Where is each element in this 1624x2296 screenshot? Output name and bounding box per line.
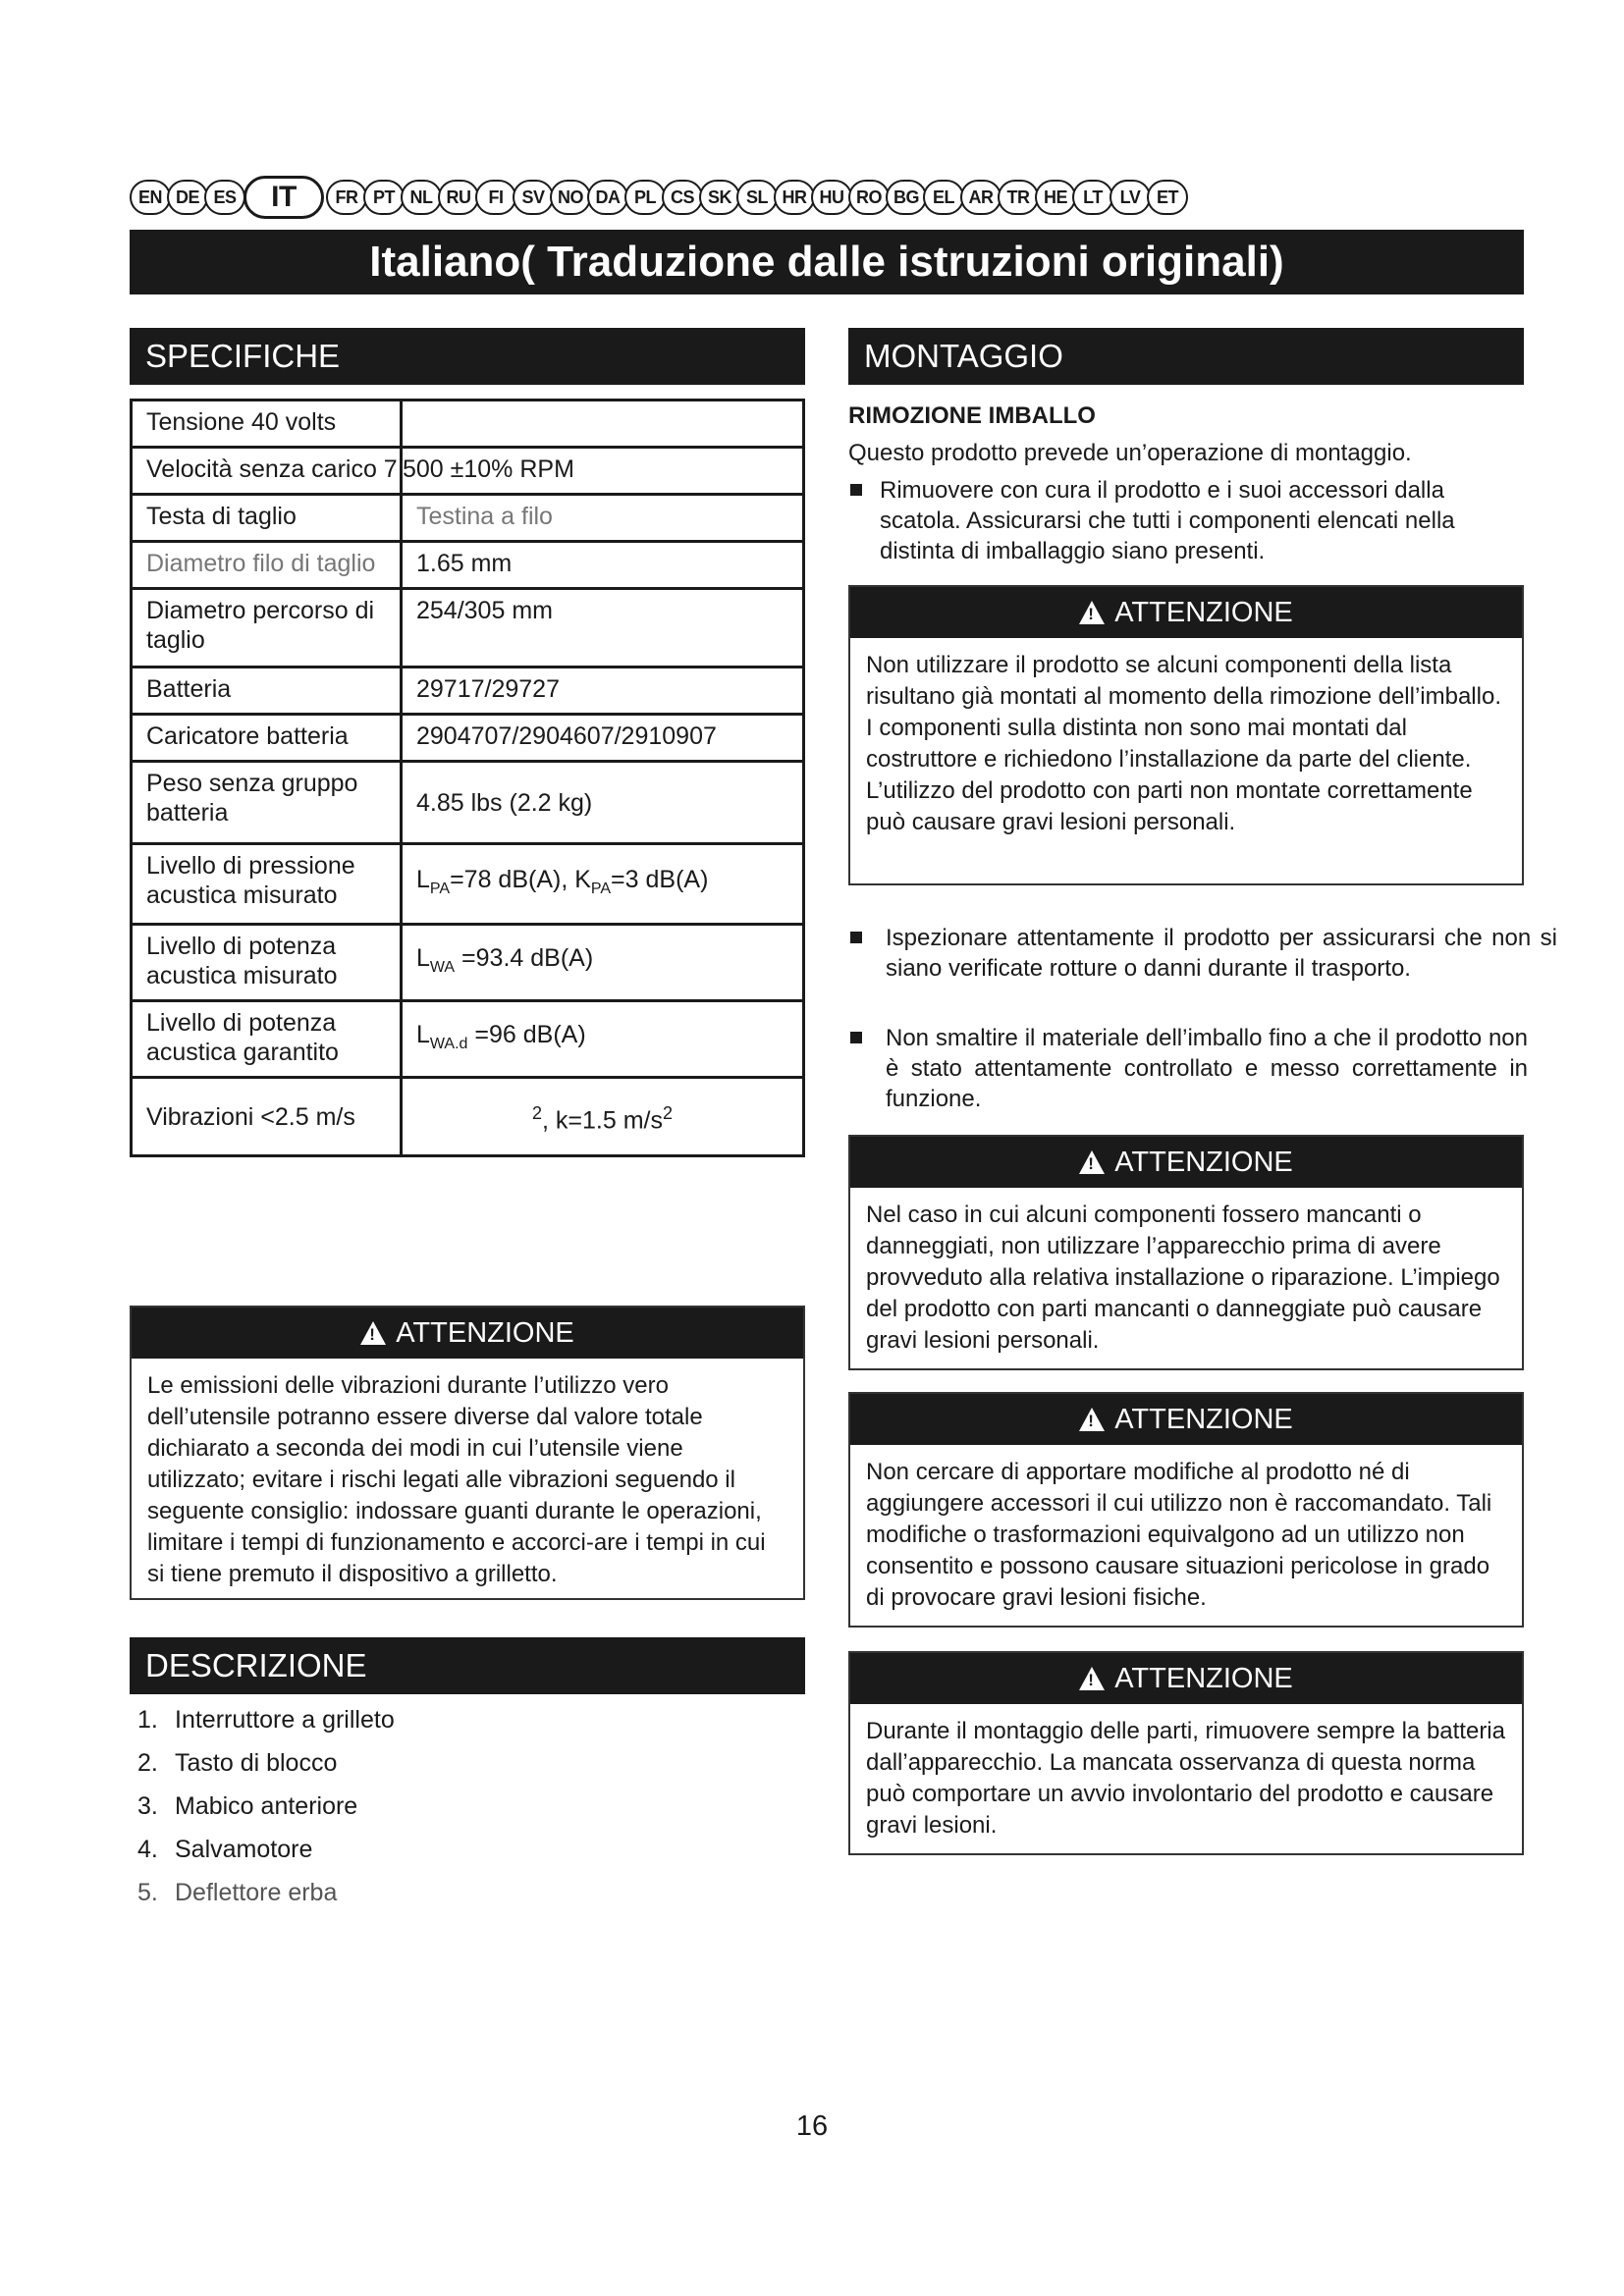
warning-box-modifications [848, 1392, 1524, 1628]
specs-heading: SPECIFICHE [130, 328, 805, 385]
table-row [132, 542, 804, 589]
language-tab-lt: LT [1072, 180, 1113, 215]
spec-value-sub: WA [429, 958, 456, 976]
assembly-intro: Questo prodotto prevede un’operazione di montaggio. [848, 440, 1412, 466]
specs-table [130, 399, 805, 1157]
spec-value: 254/305 mm [402, 589, 804, 667]
language-tab-cs: CS [662, 180, 703, 215]
assembly-heading: MONTAGGIO [848, 328, 1524, 385]
spec-key: Livello di potenza acustica misurato [132, 925, 402, 1001]
spec-value [402, 844, 804, 925]
table-row [132, 495, 804, 542]
bullet-item [850, 1023, 1528, 1117]
warning-text: Durante il montaggio delle parti, rimuovere sempre la batteria dall’apparecchio. La mancata osservanza di questa norma può comportare un avvio involontario del prodotto e causare gravi lesioni. [866, 1718, 1505, 1839]
language-tab-lv: LV [1110, 180, 1151, 215]
warning-triangle-icon [1079, 1667, 1105, 1690]
language-tab-en: EN [130, 180, 171, 215]
spec-value [402, 1001, 804, 1078]
spec-value [402, 1078, 804, 1156]
warning-box-vibration [130, 1306, 805, 1600]
language-tab-ro: RO [848, 180, 890, 215]
bullet-icon [850, 1032, 862, 1043]
warning-title: ATTENZIONE [1114, 1403, 1293, 1435]
warning-triangle-icon [1079, 601, 1105, 624]
language-tab-de: DE [167, 180, 208, 215]
spec-value [402, 925, 804, 1001]
warning-header [850, 1653, 1522, 1704]
spec-value-mid: =78 dB(A), K [450, 865, 591, 893]
spec-value [402, 400, 804, 448]
table-row [132, 925, 804, 1001]
bullet-icon [850, 484, 862, 496]
language-tab-sv: SV [513, 180, 554, 215]
language-tab-hu: HU [811, 180, 852, 215]
language-tab-el: EL [923, 180, 964, 215]
warning-triangle-icon [360, 1321, 386, 1345]
list-item [137, 1785, 395, 1828]
warning-header [850, 1137, 1522, 1188]
spec-key: Testa di taglio [132, 495, 402, 542]
language-tab-ar: AR [960, 180, 1001, 215]
description-list [137, 1698, 395, 1914]
language-tab-it: IT [244, 176, 324, 219]
spec-value: Testina a filo [402, 495, 804, 542]
spec-key: Tensione 40 volts [132, 400, 402, 448]
language-tab-he: HE [1035, 180, 1076, 215]
bullet-text: Non smaltire il materiale dell’imballo fino a che il prodotto non è stato attentamente controllato e messo correttamente in funzione. [886, 1025, 1528, 1112]
unpacking-subheading: RIMOZIONE IMBALLO [848, 402, 1096, 429]
table-row [132, 844, 804, 925]
spec-key: Velocità senza carico 7 [132, 448, 402, 495]
spec-value: 500 ±10% RPM [402, 448, 804, 495]
table-row [132, 715, 804, 762]
warning-text: Non cercare di apportare modifiche al prodotto né di aggiungere accessori il cui utilizzo non è raccomandato. Tali modifiche o trasformazioni equivalgono ad un utilizzo non consentito e possono causare situazioni pericolose in grado di provocare gravi lesioni fisiche. [866, 1459, 1492, 1611]
table-row [132, 589, 804, 667]
item-label: Tasto di blocco [175, 1749, 338, 1777]
bullet-text: Ispezionare attentamente il prodotto per assicurarsi che non si siano verificate rotture o danni durante il trasporto. [886, 925, 1557, 982]
spec-value-sup: 2 [662, 1102, 673, 1123]
spec-value-mid: , k=1.5 m/s [542, 1106, 663, 1135]
language-tab-fi: FI [475, 180, 516, 215]
warning-triangle-icon [1079, 1150, 1105, 1174]
spec-value-sub: WA.d [429, 1035, 468, 1052]
language-tab-fr: FR [326, 180, 367, 215]
language-tab-pt: PT [363, 180, 405, 215]
list-item [137, 1871, 395, 1914]
spec-value-sub: PA [429, 880, 451, 897]
spec-value: 4.85 lbs (2.2 kg) [402, 762, 804, 844]
warning-header [850, 587, 1522, 638]
item-label: Interruttore a grilleto [175, 1706, 395, 1734]
spec-value: 29717/29727 [402, 667, 804, 715]
spec-key: Peso senza gruppo batteria [132, 762, 402, 844]
bullet-item [850, 475, 1528, 569]
warning-title: ATTENZIONE [396, 1316, 574, 1349]
spec-value-end: =3 dB(A) [611, 865, 709, 893]
spec-value-end: =96 dB(A) [467, 1020, 586, 1048]
item-number: 2. [137, 1749, 158, 1777]
spec-value-l: L [416, 943, 430, 972]
item-label: Salvamotore [175, 1836, 313, 1863]
bullet-icon [850, 932, 862, 943]
table-row [132, 448, 804, 495]
table-row [132, 1078, 804, 1156]
warning-title: ATTENZIONE [1114, 1146, 1293, 1178]
spec-value: 2904707/2904607/2910907 [402, 715, 804, 762]
warning-header [850, 1394, 1522, 1445]
table-row [132, 667, 804, 715]
language-tab-ru: RU [438, 180, 479, 215]
warning-box-missing-parts [848, 1135, 1524, 1370]
language-tab-da: DA [587, 180, 628, 215]
language-tab-tr: TR [998, 180, 1039, 215]
warning-text: Non utilizzare il prodotto se alcuni componenti della lista risultano già montati al momento della rimozione dell’imballo. I componenti sulla distinta non sono mai montati dal costruttore e richiedono l’installazione da parte del cliente. L’utilizzo del prodotto con parti non montate correttamente può causare gravi lesioni personali. [866, 652, 1501, 835]
bullet-text: Rimuovere con cura il prodotto e i suoi accessori dalla scatola. Assicurarsi che tutti i componenti elencati nella distinta di imballaggio siano presenti. [880, 477, 1455, 564]
page-title: Italiano( Traduzione dalle istruzioni originali) [130, 230, 1524, 294]
warning-text: Nel caso in cui alcuni componenti fossero mancanti o danneggiati, non utilizzare l’apparecchio prima di avere provveduto alla relativa installazione o riparazione. L’impiego del prodotto con parti mancanti o danneggiate può causare gravi lesioni personali. [866, 1201, 1500, 1354]
list-item [137, 1698, 395, 1741]
spec-key: Diametro percorso di taglio [132, 589, 402, 667]
item-number: 4. [137, 1836, 158, 1863]
description-heading: DESCRIZIONE [130, 1637, 805, 1694]
language-tab-no: NO [550, 180, 591, 215]
language-tab-hr: HR [774, 180, 815, 215]
spec-key: Diametro filo di taglio [132, 542, 402, 589]
spec-value-sup: 2 [532, 1102, 543, 1123]
language-tab-sk: SK [699, 180, 740, 215]
spec-key: Vibrazioni <2.5 m/s [132, 1078, 402, 1156]
list-item [137, 1828, 395, 1871]
language-tab-sl: SL [736, 180, 778, 215]
spec-key: Caricatore batteria [132, 715, 402, 762]
item-label: Mabico anteriore [175, 1792, 358, 1820]
warning-header [132, 1308, 803, 1359]
language-tab-et: ET [1147, 180, 1188, 215]
item-label: Deflettore erba [175, 1879, 338, 1906]
warning-box-preassembled [848, 585, 1524, 885]
list-item [137, 1741, 395, 1785]
warning-box-battery [848, 1651, 1524, 1855]
language-tab-bg: BG [886, 180, 927, 215]
spec-key: Livello di potenza acustica garantito [132, 1001, 402, 1078]
language-tab-pl: PL [624, 180, 666, 215]
item-number: 3. [137, 1792, 158, 1820]
spec-key: Livello di pressione acustica misurato [132, 844, 402, 925]
spec-value: 1.65 mm [402, 542, 804, 589]
warning-triangle-icon [1079, 1408, 1105, 1431]
item-number: 1. [137, 1706, 158, 1734]
spec-value-end: =93.4 dB(A) [455, 943, 594, 972]
page-number: 16 [795, 2110, 829, 2142]
warning-title: ATTENZIONE [1114, 1662, 1293, 1694]
bullet-item [850, 923, 1557, 1017]
spec-value-l: L [416, 865, 430, 893]
warning-title: ATTENZIONE [1114, 596, 1293, 628]
language-tab-es: ES [204, 180, 245, 215]
item-number: 5. [137, 1879, 158, 1906]
spec-value-l: L [416, 1020, 430, 1048]
language-tabs [130, 175, 1502, 220]
table-row [132, 400, 804, 448]
table-row [132, 1001, 804, 1078]
warning-text: Le emissioni delle vibrazioni durante l’utilizzo vero dell’utensile potranno essere diverse dal valore totale dichiarato a seconda dei modi in cui l’utensile viene utilizzato; evitare i rischi legati alle vibrazioni seguendo il seguente consiglio: indossare guanti durante le operazioni, limitare i tempi di funzionamento e accorci-are i tempi in cui si tiene premuto il dispositivo a grilletto. [147, 1372, 766, 1587]
language-tab-nl: NL [401, 180, 442, 215]
spec-key: Batteria [132, 667, 402, 715]
table-row [132, 762, 804, 844]
spec-value-sub: PA [590, 880, 612, 897]
